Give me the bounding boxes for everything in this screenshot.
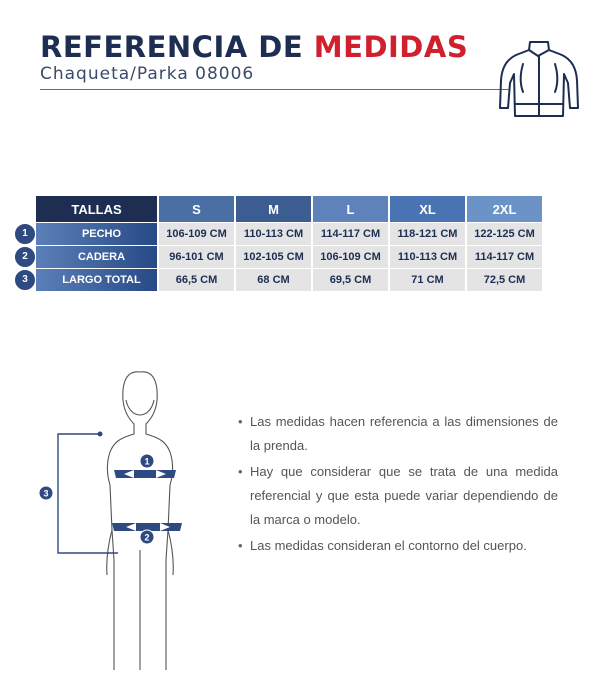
- header-size-2xl: 2XL: [467, 196, 542, 222]
- bullet-icon: •: [238, 538, 243, 553]
- table-cell: 118-121 CM: [390, 223, 465, 245]
- table-cell: 68 CM: [236, 269, 311, 291]
- row-number-badge: 3: [14, 269, 36, 291]
- row-number-badge: 1: [14, 223, 36, 245]
- table-cell: 72,5 CM: [467, 269, 542, 291]
- header-size-xl: XL: [390, 196, 465, 222]
- jacket-icon: [496, 38, 582, 122]
- chest-measure-band: [114, 470, 176, 478]
- length-bracket-top-dot: [98, 432, 103, 437]
- row-label-largo-total: 3 LARGO TOTAL: [36, 269, 157, 291]
- header: [40, 30, 500, 84]
- marker-label: 1: [144, 456, 150, 467]
- note-item: • Las medidas hacen referencia a las dimensiones de la prenda.: [238, 410, 558, 458]
- row-label-pecho: 1 PECHO: [36, 223, 157, 245]
- table-cell: 110-113 CM: [236, 223, 311, 245]
- table-cell: 114-117 CM: [313, 223, 388, 245]
- table-cell: 66,5 CM: [159, 269, 234, 291]
- table-row: [36, 223, 542, 245]
- body-measurement-figure: [30, 360, 230, 680]
- table-cell: 96-101 CM: [159, 246, 234, 268]
- size-table: [22, 195, 544, 292]
- marker-label: 2: [144, 532, 150, 543]
- page-subtitle: Chaqueta/Parka 08006: [40, 64, 255, 84]
- bullet-icon: •: [238, 414, 243, 429]
- title-accent: MEDIDAS: [313, 30, 469, 64]
- table-cell: 122-125 CM: [467, 223, 542, 245]
- header-size-m: M: [236, 196, 311, 222]
- header-size-l: L: [313, 196, 388, 222]
- length-bracket: [58, 434, 118, 553]
- header-divider: [40, 89, 510, 90]
- body-silhouette: [107, 372, 174, 670]
- note-item: • Hay que considerar que se trata de una medida referencial y que esta puede variar dependiendo de la marca o modelo.: [238, 460, 558, 532]
- table-cell: 69,5 CM: [313, 269, 388, 291]
- table-cell: 110-113 CM: [390, 246, 465, 268]
- table-cell: 114-117 CM: [467, 246, 542, 268]
- marker-label: 3: [43, 488, 49, 499]
- header-size-s: S: [159, 196, 234, 222]
- page-title: [40, 30, 500, 64]
- table-cell: 71 CM: [390, 269, 465, 291]
- table-row: [36, 246, 542, 268]
- header-tallas: TALLAS: [36, 196, 157, 222]
- table-row: [36, 269, 542, 291]
- table-cell: 102-105 CM: [236, 246, 311, 268]
- measurement-notes: [238, 410, 558, 560]
- table-cell: 106-109 CM: [313, 246, 388, 268]
- note-item: • Las medidas consideran el contorno del cuerpo.: [238, 534, 558, 558]
- bullet-icon: •: [238, 464, 243, 479]
- table-cell: 106-109 CM: [159, 223, 234, 245]
- row-label-cadera: 2 CADERA: [36, 246, 157, 268]
- row-number-badge: 2: [14, 246, 36, 268]
- title-main: REFERENCIA DE: [40, 30, 304, 64]
